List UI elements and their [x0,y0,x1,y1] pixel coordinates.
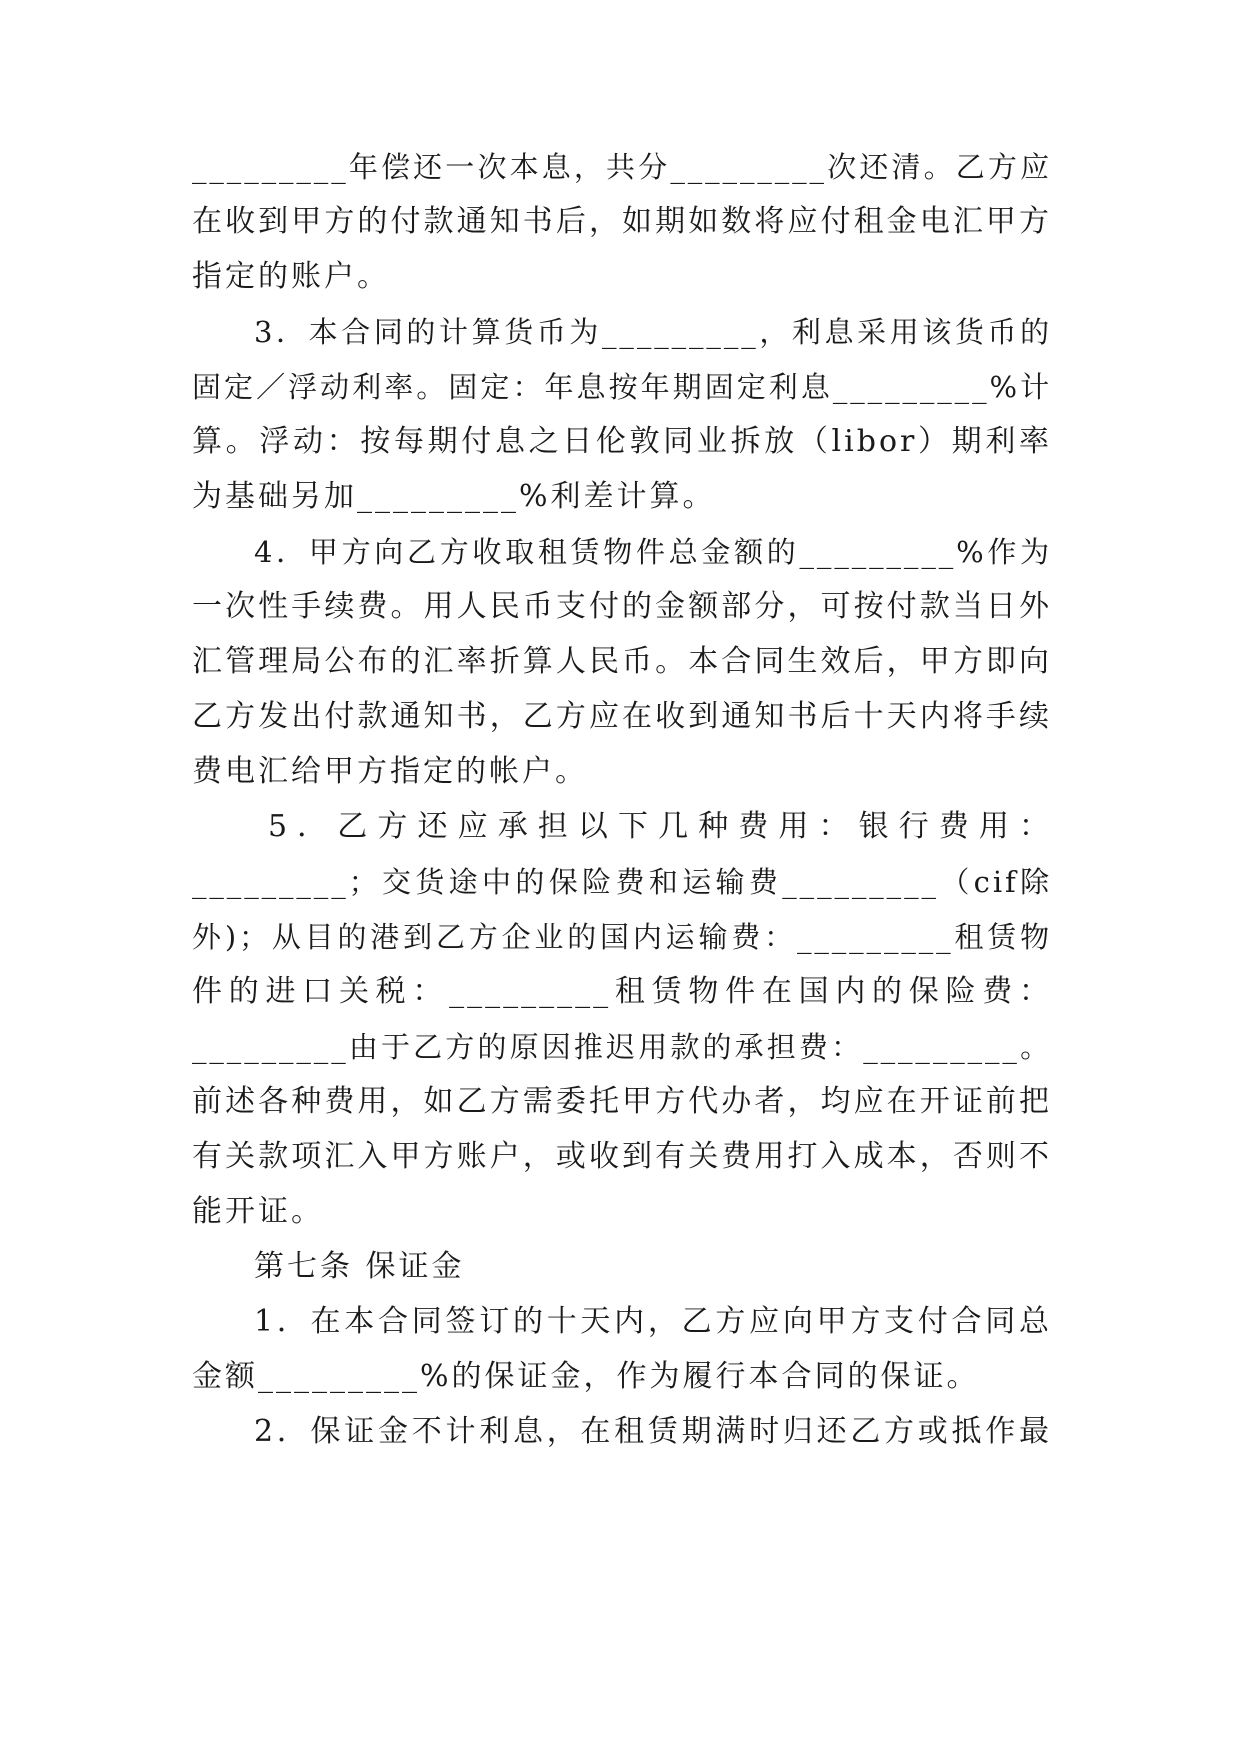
text-line: 一次性手续费。用人民币支付的金额部分，可按付款当日外 [192,589,1052,624]
text-line: 乙方发出付款通知书，乙方应在收到通知书后十天内将手续 [192,699,1052,734]
text-line: 件的进口关税：_________租赁物件在国内的保险费： [192,974,1052,1009]
text-line: 算。浮动：按每期付息之日伦敦同业拆放（libor）期利率 [192,424,1052,459]
text-line: 能开证。 [192,1194,324,1229]
text-line: 费电汇给甲方指定的帐户。 [192,754,588,789]
text-line: _________年偿还一次本息，共分_________次还清。乙方应 [192,150,1052,184]
text-line: 1．在本合同签订的十天内，乙方应向甲方支付合同总 [254,1304,1052,1339]
text-line: 4．甲方向乙方收取租赁物件总金额的_________%作为 [254,535,1052,569]
text-line: 指定的账户。 [192,259,390,294]
text-line: 为基础另加_________%利差计算。 [192,479,716,514]
section-heading: 第七条 保证金 [254,1249,465,1284]
text-line: 汇管理局公布的汇率折算人民币。本合同生效后，甲方即向 [192,644,1052,679]
text-line: 在收到甲方的付款通知书后，如期如数将应付租金电汇甲方 [192,204,1052,239]
text-line: 前述各种费用，如乙方需委托甲方代办者，均应在开证前把 [192,1084,1052,1119]
text-line: 5．乙方还应承担以下几种费用：银行费用： [268,809,1052,844]
text-line: 固定／浮动利率。固定：年息按年期固定利息_________%计 [192,370,1052,404]
text-line: 外)；从目的港到乙方企业的国内运输费：_________租赁物 [192,920,1052,954]
text-line: 金额_________%的保证金，作为履行本合同的保证。 [192,1359,980,1394]
text-line: _________由于乙方的原因推迟用款的承担费：_________。 [192,1030,1052,1064]
text-line: 3．本合同的计算货币为_________，利息采用该货币的 [254,315,1052,349]
text-line: 有关款项汇入甲方账户，或收到有关费用打入成本，否则不 [192,1139,1052,1174]
text-line: _________；交货途中的保险费和运输费_________（cif除 [192,865,1052,899]
text-line: 2．保证金不计利息，在租赁期满时归还乙方或抵作最 [254,1414,1052,1449]
